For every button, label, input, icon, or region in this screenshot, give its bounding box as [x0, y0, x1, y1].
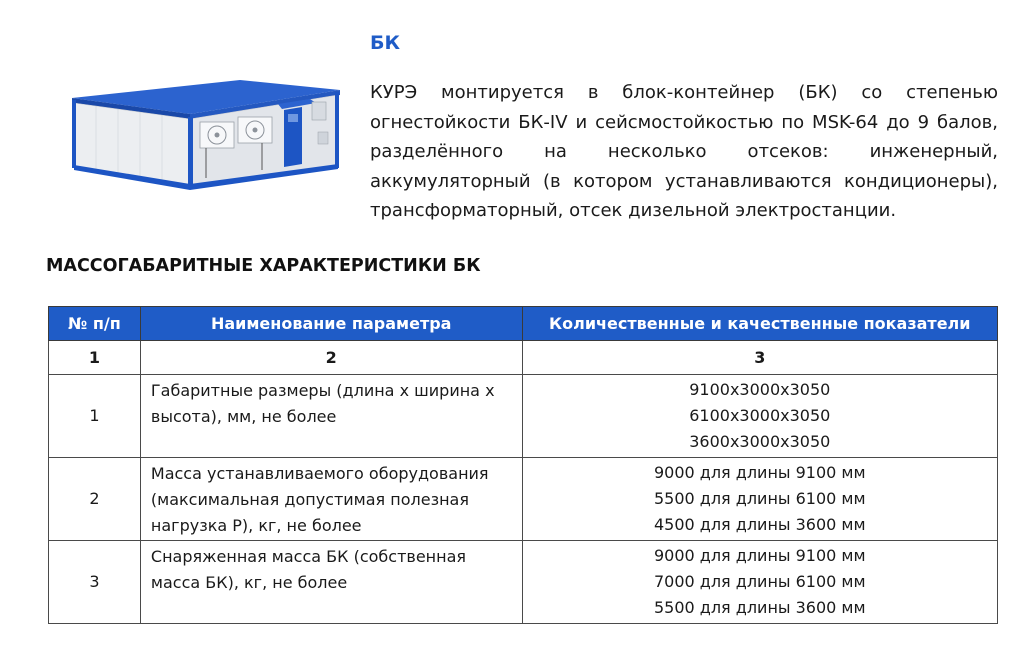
value-line: 7000 для длины 6100 мм — [653, 572, 866, 591]
table-row — [49, 375, 998, 458]
section-title: БК — [370, 32, 401, 54]
column-number: 1 — [49, 341, 141, 375]
outdoor-unit — [312, 102, 326, 120]
value-line: 9000 для длины 9100 мм — [653, 546, 866, 565]
table-header-row — [49, 307, 998, 341]
row-number: 3 — [49, 541, 141, 624]
table-row — [49, 458, 998, 541]
column-numbering-row — [49, 341, 998, 375]
column-number: 2 — [140, 341, 522, 375]
value-line: 5500 для длины 6100 мм — [653, 489, 866, 508]
door-window — [288, 114, 298, 122]
value-line: 4500 для длины 3600 мм — [653, 515, 866, 534]
parameter-values — [522, 541, 997, 624]
value-line: 9000 для длины 9100 мм — [653, 463, 866, 482]
block-container-image — [66, 62, 346, 192]
header-parameter-name: Наименование параметра — [140, 307, 522, 341]
table-row — [49, 541, 998, 624]
parameter-name: Габаритные размеры (длина х ширина х высота), мм, не более — [140, 375, 522, 458]
specs-table — [48, 306, 998, 624]
parameter-name: Снаряженная масса БК (собственная масса БК), кг, не более — [140, 541, 522, 624]
table-title: МАССОГАБАРИТНЫЕ ХАРАКТЕРИСТИКИ БК — [46, 256, 481, 276]
row-number: 1 — [49, 375, 141, 458]
value-line: 9100х3000х3050 — [689, 380, 831, 399]
value-line: 5500 для длины 3600 мм — [653, 598, 866, 617]
value-line: 6100х3000х3050 — [689, 406, 831, 425]
value-line: 3600х3000х3050 — [689, 432, 831, 451]
wall-box — [318, 132, 328, 144]
parameter-values — [522, 458, 997, 541]
header-values: Количественные и качественные показатели — [522, 307, 997, 341]
row-number: 2 — [49, 458, 141, 541]
description-paragraph: КУРЭ монтируется в блок-контейнер (БК) со степенью огнестойкости БК-IV и сейсмостойкостью по MSK-64 до 9 балов, разделённого на несколько отсеков: инженерный, аккумуляторный (в котором устанавливаются кондиционеры), трансформаторный, отсек дизельной электростанции. — [370, 82, 998, 221]
header-number: № п/п — [49, 307, 141, 341]
parameter-values — [522, 375, 997, 458]
column-number: 3 — [522, 341, 997, 375]
parameter-name: Масса устанавливаемого оборудования (максимальная допустимая полезная нагрузка Р), кг, не более — [140, 458, 522, 541]
